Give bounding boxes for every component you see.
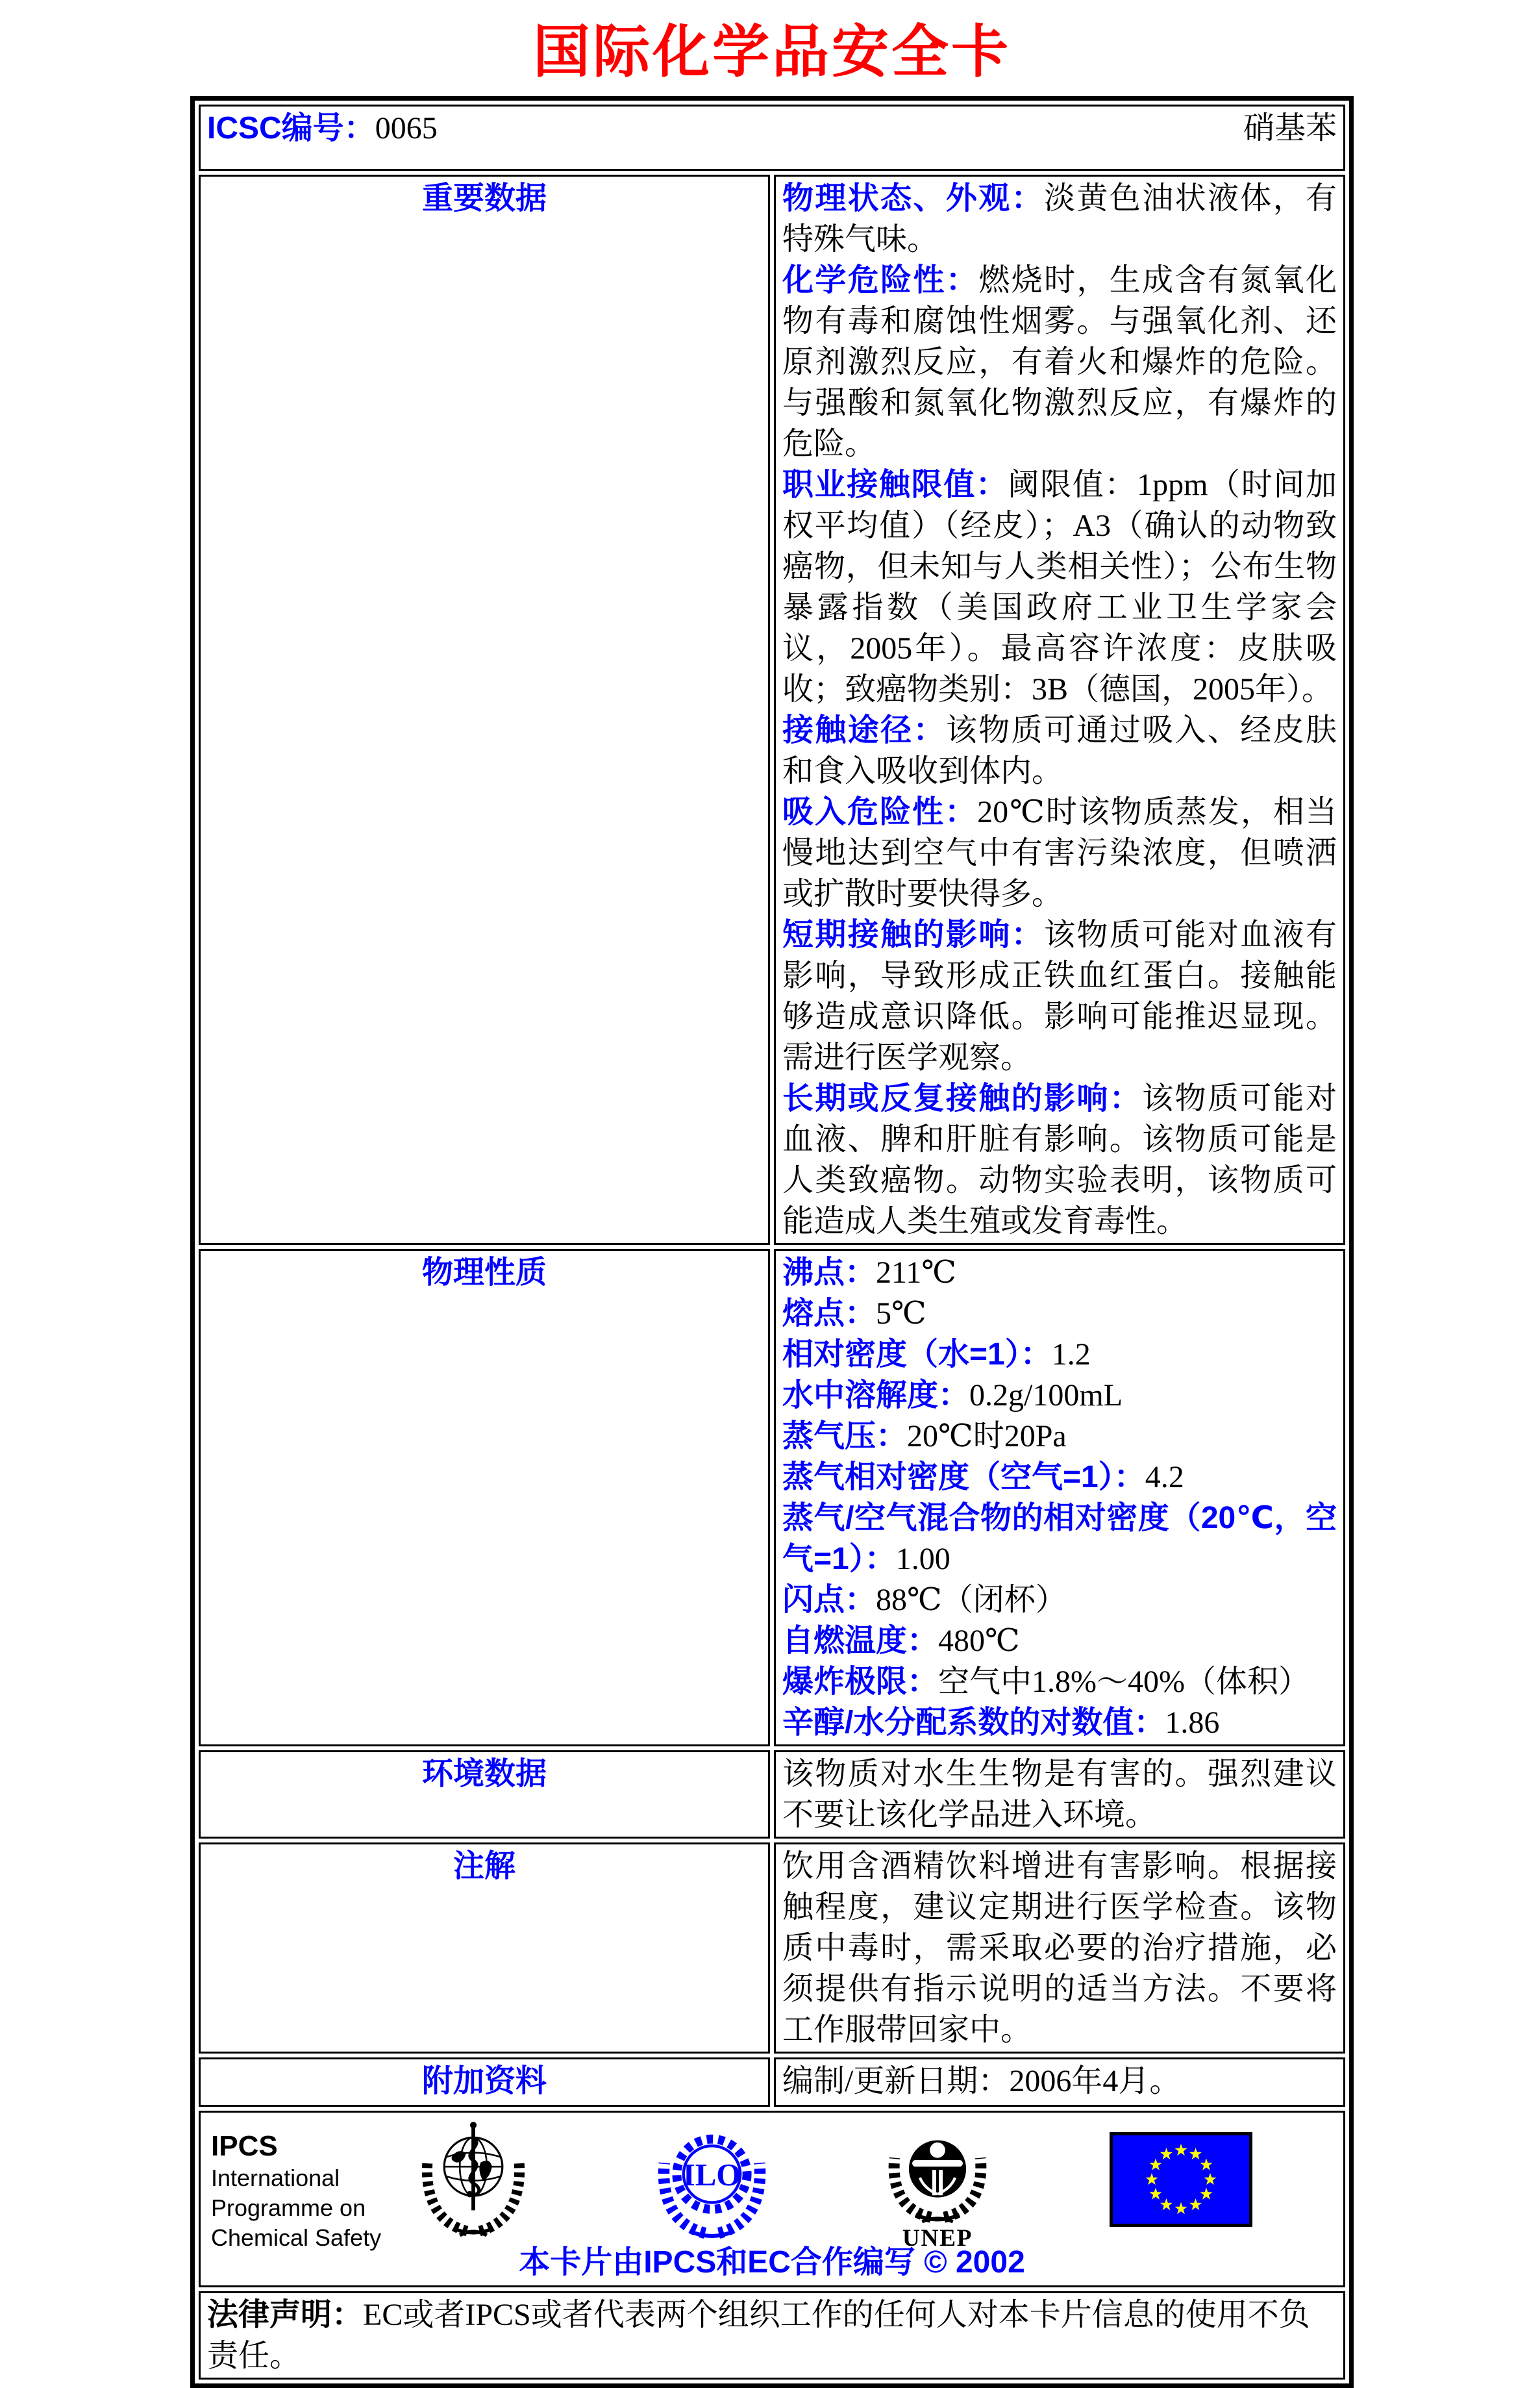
unep-caption: UNEP <box>902 2225 973 2250</box>
icsc-document-page <box>190 0 1354 2388</box>
field-short-term-effects <box>782 914 1337 1078</box>
field-vapour-pressure-label: 蒸气压： <box>782 1419 908 1453</box>
field-physical-state-text: 淡黄色油状液体，有特殊气味。 <box>782 181 1337 257</box>
field-melting-point-label: 熔点： <box>782 1296 876 1331</box>
additional-info-content <box>774 2057 1345 2107</box>
field-flash-point <box>782 1579 1337 1620</box>
ipcs-line-2: Programme on <box>211 2194 366 2221</box>
unep-logo-icon <box>882 2120 993 2261</box>
field-water-solubility-value: 0.2g/100mL <box>969 1378 1123 1413</box>
field-inhalation-risk <box>782 792 1337 914</box>
field-autoignition-temperature-label: 自燃温度： <box>782 1624 939 1658</box>
ilo-logo-icon <box>655 2124 769 2250</box>
field-relative-density-value: 1.2 <box>1051 1337 1091 1372</box>
field-vapour-pressure <box>782 1416 1337 1457</box>
ipcs-line-1: International <box>211 2165 340 2191</box>
field-vapour-air-density-label: 蒸气/空气混合物的相对密度（20℃，空气=1）： <box>782 1501 1337 1576</box>
important-data-row <box>199 175 1345 1245</box>
ilo-letters: ILO <box>682 2157 741 2193</box>
section-label-additional-info: 附加资料 <box>199 2057 770 2107</box>
additional-info-text: 编制/更新日期：2006年4月。 <box>782 2064 1181 2098</box>
logos-row <box>199 2111 1345 2287</box>
field-exposure-limits <box>782 464 1337 710</box>
environmental-data-text: 该物质对水生生物是有害的。强烈建议不要让该化学品进入环境。 <box>782 1757 1337 1832</box>
field-vapour-air-density-value: 1.00 <box>895 1542 950 1576</box>
field-inhalation-risk-text: 20℃时该物质蒸发，相当慢地达到空气中有害污染浓度，但喷洒或扩散时要快得多。 <box>782 795 1337 911</box>
field-chemical-dangers <box>782 260 1337 464</box>
credit-text: 本卡片由IPCS和EC合作编写 <box>519 2245 915 2280</box>
important-data-content <box>774 175 1345 1245</box>
icsc-number-group <box>207 108 438 149</box>
icsc-number-value: 0065 <box>375 111 438 145</box>
field-melting-point-value: 5℃ <box>876 1296 926 1331</box>
icsc-number-label: ICSC编号： <box>207 111 375 145</box>
field-octanol-water-partition-value: 1.86 <box>1165 1705 1220 1740</box>
field-water-solubility <box>782 1375 1337 1416</box>
field-long-term-effects-text: 该物质可能对血液、脾和肝脏有影响。该物质可能是人类致癌物。动物实验表明，该物质可能造成人类生殖或发育毒性。 <box>782 1081 1337 1238</box>
field-explosive-limits-label: 爆炸极限： <box>782 1665 939 1699</box>
field-octanol-water-partition <box>782 1702 1337 1743</box>
field-inhalation-risk-label: 吸入危险性： <box>782 795 978 829</box>
field-exposure-routes <box>782 710 1337 792</box>
environmental-data-content <box>774 1750 1345 1839</box>
physical-properties-row <box>199 1249 1345 1746</box>
field-explosive-limits-value: 空气中1.8%～40%（体积） <box>938 1665 1310 1699</box>
chemical-name: 硝基苯 <box>1243 111 1337 145</box>
field-flash-point-value: 88℃（闭杯） <box>876 1583 1067 1617</box>
notes-text: 饮用含酒精饮料增进有害影响。根据接触程度，建议定期进行医学检查。该物质中毒时，需采取必要的治疗措施，必须提供有指示说明的适当方法。不要将工作服带回家中。 <box>782 1849 1337 2047</box>
field-vapour-air-density <box>782 1498 1337 1579</box>
field-physical-state <box>782 178 1337 260</box>
field-vapour-density <box>782 1457 1337 1498</box>
section-label-environmental-data: 环境数据 <box>199 1750 770 1839</box>
legal-text: EC或者IPCS或者代表两个组织工作的任何人对本卡片信息的使用不负责任。 <box>207 2298 1310 2373</box>
notes-content <box>774 1842 1345 2054</box>
icsc-card-table <box>190 96 1354 2388</box>
credit-line <box>201 2242 1343 2283</box>
field-exposure-limits-label: 职业接触限值： <box>782 468 1008 502</box>
field-autoignition-temperature-value: 480℃ <box>938 1624 1020 1658</box>
field-physical-state-label: 物理状态、外观： <box>782 181 1044 216</box>
section-label-notes: 注解 <box>199 1842 770 2054</box>
ipcs-title: IPCS <box>211 2130 278 2162</box>
field-vapour-pressure-value: 20℃时20Pa <box>907 1419 1067 1453</box>
field-short-term-effects-label: 短期接触的影响： <box>782 918 1044 952</box>
section-label-important-data: 重要数据 <box>199 175 770 1245</box>
additional-info-row <box>199 2057 1345 2107</box>
field-chemical-dangers-label: 化学危险性： <box>782 263 979 297</box>
field-long-term-effects <box>782 1078 1337 1242</box>
field-boiling-point-label: 沸点： <box>782 1255 876 1290</box>
environmental-data-row <box>199 1750 1345 1839</box>
ipcs-text-block <box>211 2130 381 2253</box>
field-vapour-density-value: 4.2 <box>1145 1460 1184 1494</box>
legal-row <box>199 2291 1345 2380</box>
field-flash-point-label: 闪点： <box>782 1583 876 1617</box>
field-short-term-effects-text: 该物质可能对血液有影响，导致形成正铁血红蛋白。接触能够造成意识降低。影响可能推迟显现。需进行医学观察。 <box>782 918 1337 1075</box>
field-octanol-water-partition-label: 辛醇/水分配系数的对数值： <box>782 1705 1165 1740</box>
field-autoignition-temperature <box>782 1620 1337 1661</box>
legal-cell <box>199 2291 1345 2380</box>
field-exposure-routes-text: 该物质可通过吸入、经皮肤和食入吸收到体内。 <box>782 713 1337 788</box>
header-cell <box>199 105 1345 171</box>
field-exposure-limits-text: 阈限值：1ppm（时间加权平均值）（经皮）；A3（确认的动物致癌物，但未知与人类相关性）；公布生物暴露指数（美国政府工业卫生学家会议，2005年）。最高容许浓度：皮肤吸收；致癌物类别：3B（德国，2005年）。 <box>782 468 1337 707</box>
field-melting-point <box>782 1293 1337 1334</box>
header-row <box>199 105 1345 171</box>
physical-properties-content <box>774 1249 1345 1746</box>
field-boiling-point-value: 211℃ <box>876 1255 956 1290</box>
field-explosive-limits <box>782 1661 1337 1702</box>
field-relative-density <box>782 1334 1337 1375</box>
field-relative-density-label: 相对密度（水=1）： <box>782 1337 1052 1372</box>
field-exposure-routes-label: 接触途径： <box>782 713 946 748</box>
ipcs-line-3: Chemical Safety <box>211 2224 382 2251</box>
field-vapour-density-label: 蒸气相对密度（空气=1）： <box>782 1460 1145 1494</box>
eu-flag-icon <box>1110 2132 1252 2237</box>
who-logo-icon <box>421 2118 525 2253</box>
legal-label: 法律声明： <box>207 2298 364 2332</box>
field-chemical-dangers-text: 燃烧时，生成含有氮氧化物有毒和腐蚀性烟雾。与强氧化剂、还原剂激烈反应，有着火和爆炸的危险。与强酸和氮氧化物激烈反应，有爆炸的危险。 <box>782 263 1337 461</box>
page-title: 国际化学品安全卡 <box>532 21 1011 84</box>
logos-cell <box>199 2111 1345 2287</box>
section-label-physical-properties: 物理性质 <box>199 1249 770 1746</box>
copyright-text: © 2002 <box>924 2245 1025 2280</box>
field-water-solubility-label: 水中溶解度： <box>782 1378 970 1413</box>
notes-row <box>199 1842 1345 2054</box>
field-long-term-effects-label: 长期或反复接触的影响： <box>782 1081 1143 1116</box>
field-boiling-point <box>782 1252 1337 1293</box>
